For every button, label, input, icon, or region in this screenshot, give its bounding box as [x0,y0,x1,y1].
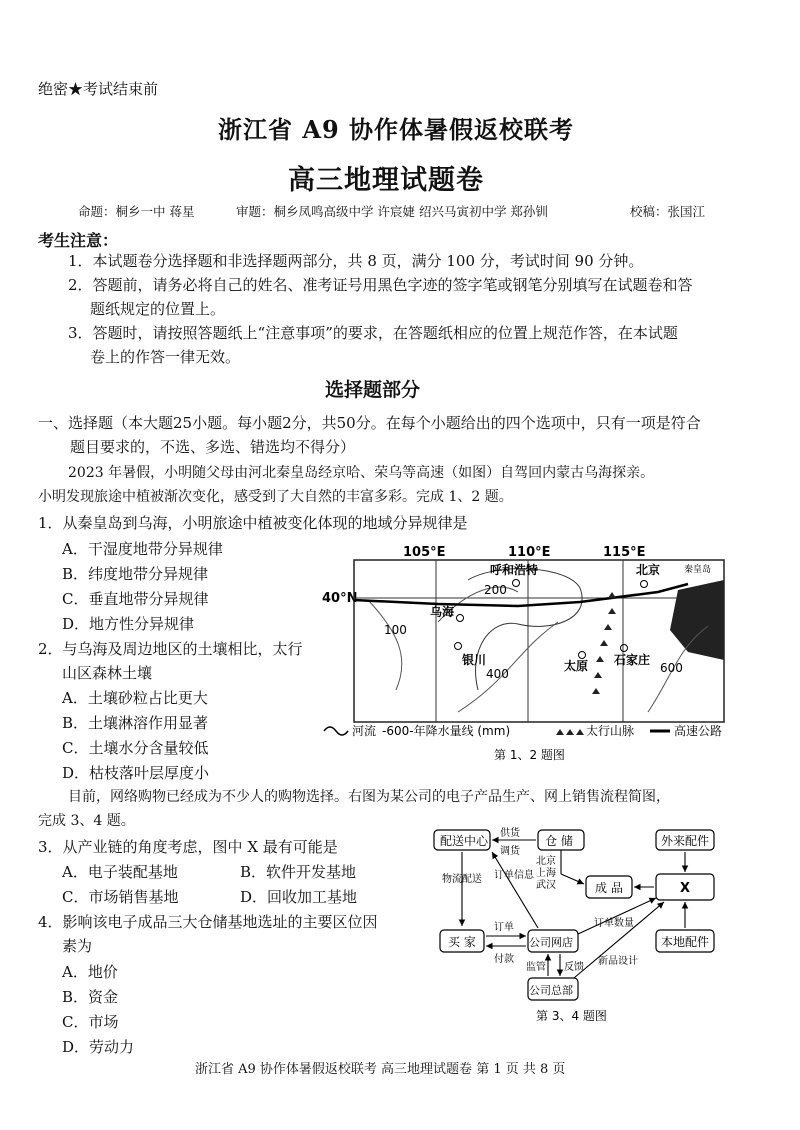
place-yinchuan: 银川 [462,653,487,667]
legend-isohyet: -600-年降水量线 (mm) [382,724,511,738]
isohyet-label-100: 100 [384,623,407,637]
label-order: 订单 [494,922,514,933]
q1-stem: 1．从秦皇岛到乌海，小明旅途中植被变化体现的地域分异规律是 [38,514,468,532]
label-order-info: 订单信息 [494,870,534,881]
q2-option-d: D．枯枝落叶层厚度小 [62,764,210,782]
label-feedback: 反馈 [564,962,584,973]
q4-option-b: B．资金 [62,988,119,1006]
lat-40: 40°N [322,591,358,606]
place-hohhot: 呼和浩特 [490,563,539,577]
label-new-design: 新品设计 [598,956,638,967]
q4-option-d: D．劳动力 [62,1038,135,1056]
map-frame [354,560,724,722]
lon-110: 110°E [508,545,551,560]
section-intro-2: 题目要求的，不选、多选、错选均不得分） [70,438,356,456]
yinchuan-point [455,643,462,650]
legend-mountain-symbol [556,729,584,735]
q3-option-b: B．软件开发基地 [240,863,357,881]
beijing-point [641,581,648,588]
page-footer: 浙江省 A9 协作体暑假返校联考 高三地理试题卷 第 1 页 共 8 页 [195,1062,566,1077]
q1-option-c: C．垂直地带分异规律 [62,590,209,608]
q2-option-b: B．土壤淋溶作用显著 [62,714,209,732]
place-taiyuan: 太原 [564,659,589,673]
vegetation-map [318,540,728,765]
isohyet-label-200: 200 [484,583,507,597]
highway-route [354,584,688,606]
legend-mountain: 太行山脉 [586,724,635,738]
secret-label: 绝密★考试结束前 [38,80,159,98]
passage1-line2: 小明发现旅途中植被渐次变化，感受到了大自然的丰富多彩。完成 1、2 题。 [38,489,513,505]
city-shanghai: 上海 [536,868,556,879]
city-wuhan: 武汉 [536,880,556,891]
shijiazhuang-point [621,645,628,652]
box-distribution-label: 配送中心 [440,834,489,848]
place-wuhai: 乌海 [430,605,455,619]
q2-option-c: C．土壤水分含量较低 [62,739,209,757]
box-x-label: X [680,881,691,896]
box-local-label: 本地配件 [661,935,710,949]
taihang-mountains [592,592,616,694]
q2-option-a: A．土壤砂粒占比更大 [62,689,208,707]
section-title: 选择题部分 [325,379,421,401]
isohyet-100 [368,600,402,690]
reviewer: 审题：桐乡凤鸣高级中学 许宸婕 绍兴马寅初中学 郑孙钏 [236,204,548,219]
flow-caption: 第 3、4 题图 [536,1009,607,1023]
label-logistics: 物流配送 [442,874,482,885]
box-warehouse-label: 仓 储 [545,834,573,848]
legend-river: 河流 [352,724,377,738]
q3-option-c: C．市场销售基地 [62,888,179,906]
note-1: 1．本试题卷分选择题和非选择题两部分，共 8 页，满分 100 分，考试时间 90 分钟。 [68,252,644,270]
lon-115: 115°E [603,545,646,560]
q4-stem-cont: 素为 [62,937,93,955]
legend-river-symbol [324,727,348,735]
passage2-line1: 目前，网络购物已经成为不少人的购物选择。右图为某公司的电子产品生产、网上销售流程简图， [68,789,670,805]
note-2-cont: 题纸规定的位置上。 [90,300,226,318]
note-3-cont: 卷上的作答一律无效。 [90,348,241,366]
hohhot-point [513,580,520,587]
box-buyer-label: 买 家 [448,935,476,949]
label-supervise: 监管 [526,962,546,973]
place-shijiazhuang: 石家庄 [614,653,651,667]
note-2: 2．答题前，请务必将自己的姓名、准考证号用黑色字迹的签字笔或钢笔分别填写在试题卷和答 [68,276,693,294]
q1-option-b: B．纬度地带分异规律 [62,565,209,583]
isohyet-label-400: 400 [486,667,509,681]
q3-stem: 3．从产业链的角度考虑，图中 X 最有可能是 [38,838,338,856]
sea-area [670,580,724,660]
label-transfer: 调货 [500,846,520,857]
flow-diagram [428,822,728,1027]
proposer: 命题：桐乡一中 蒋星 [78,204,195,219]
label-payment: 付款 [494,954,514,965]
lon-105: 105°E [403,545,446,560]
section-intro-1: 一、选择题（本大题25小题。每小题2分，共50分。在每个小题给出的四个选项中，只有一项是符合 [38,414,701,432]
paper-title: 高三地理试题卷 [288,165,484,196]
note-3: 3．答题时，请按照答题纸上“注意事项”的要求，在答题纸相应的位置上规范作答，在本试题 [68,324,678,342]
q4-stem: 4．影响该电子成品三大仓储基地选址的主要区位因 [38,913,378,931]
q2-stem: 2．与乌海及周边地区的土壤相比，太行 [38,640,303,658]
map-caption: 第 1、2 题图 [494,748,565,762]
place-beijing: 北京 [636,563,661,577]
taiyuan-point [579,652,586,659]
box-shop-label: 公司网店 [529,936,573,949]
place-qinhuangdao: 秦皇岛 [684,565,712,575]
q4-option-c: C．市场 [62,1013,119,1031]
passage2-line2: 完成 3、4 题。 [38,813,135,829]
proofreader: 校稿：张国江 [630,204,706,219]
box-hq-label: 公司总部 [529,984,573,997]
exam-name: 浙江省 A9 协作体暑假返校联考 [218,115,575,144]
legend-highway: 高速公路 [674,724,723,738]
box-product-label: 成 品 [595,881,623,895]
q3-option-d: D．回收加工基地 [240,888,358,906]
q2-stem-cont: 山区森林土壤 [62,664,153,682]
q1-option-a: A．干湿度地带分异规律 [62,540,223,558]
label-supply: 供货 [500,828,520,839]
q3-option-a: A．电子装配基地 [62,863,178,881]
isohyet-label-600: 600 [660,661,683,675]
passage1-line1: 2023 年暑假，小明随父母由河北秦皇岛经京哈、荣乌等高速（如图）自驾回内蒙古乌海探亲。 [68,465,655,481]
label-order-quantity: 订单数量 [594,918,634,929]
box-external-label: 外来配件 [661,834,710,848]
q1-option-d: D．地方性分异规律 [62,615,195,633]
notes-heading: 考生注意： [38,231,119,250]
q4-option-a: A．地价 [62,963,118,981]
wuhai-point [457,615,464,622]
city-beijing: 北京 [536,856,556,867]
